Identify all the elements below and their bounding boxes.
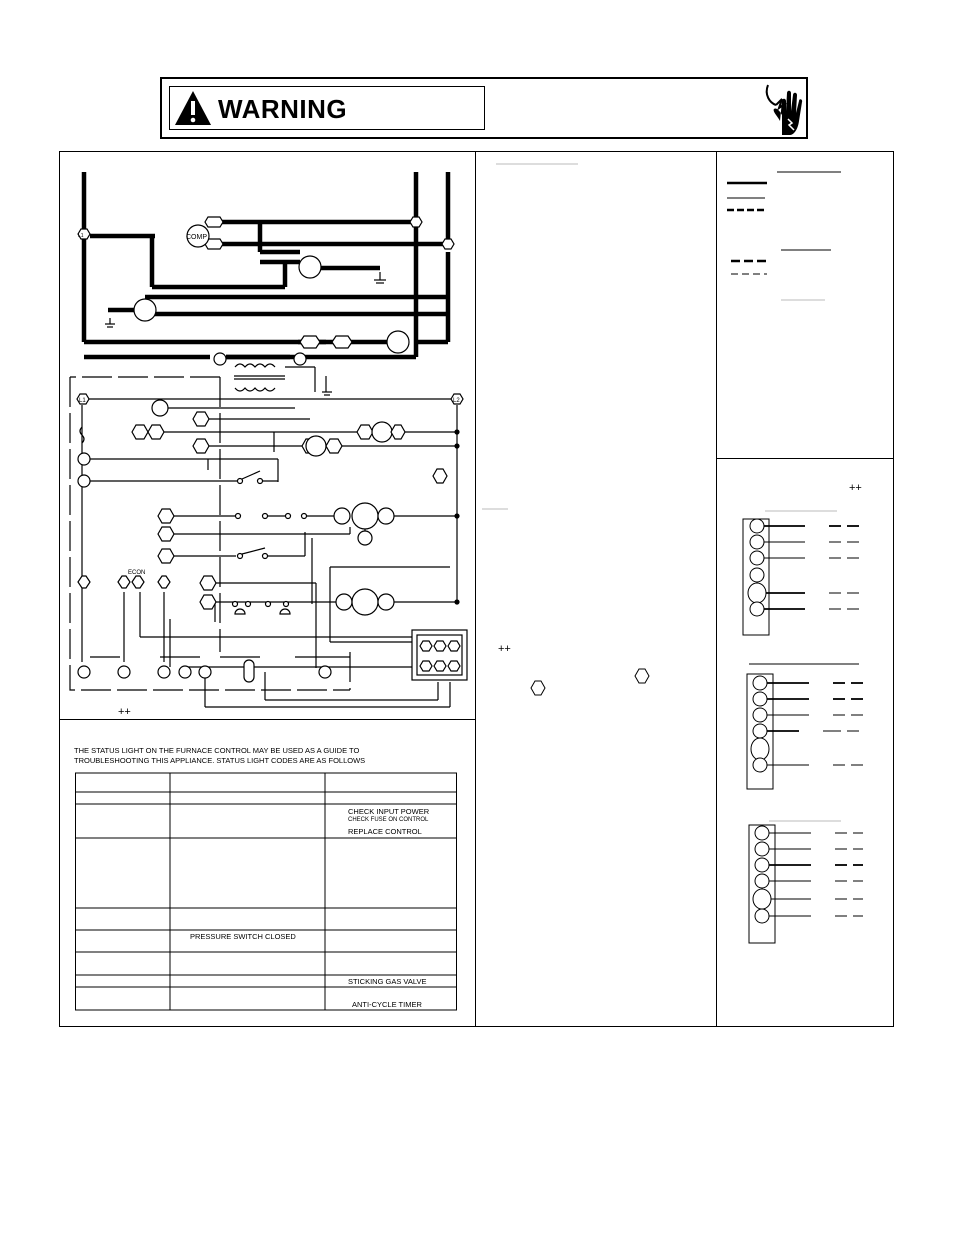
legend-panel bbox=[717, 152, 894, 458]
warning-label-box bbox=[169, 86, 485, 130]
status-intro-line-2: TROUBLESHOOTING THIS APPLIANCE. STATUS LIGHT CODES ARE AS FOLLOWS bbox=[74, 756, 366, 765]
wiring-schematic bbox=[60, 152, 475, 719]
warning-banner bbox=[160, 77, 808, 139]
notes-panel bbox=[476, 152, 716, 732]
l1-top-label: L1 bbox=[78, 233, 84, 239]
status-intro-line-1: THE STATUS LIGHT ON THE FURNACE CONTROL MAY BE USED AS A GUIDE TO bbox=[74, 746, 360, 755]
shock-hand-icon bbox=[762, 81, 806, 137]
warning-triangle-icon bbox=[174, 90, 212, 126]
double-plus-mark-2: ++ bbox=[498, 643, 511, 655]
cell-anti-cycle-timer: ANTI-CYCLE TIMER bbox=[352, 1000, 422, 1009]
cell-pressure-switch-closed: PRESSURE SWITCH CLOSED bbox=[190, 932, 296, 941]
comp-label: COMP bbox=[186, 234, 207, 241]
warning-title: WARNING bbox=[218, 94, 348, 124]
schematic-status-divider bbox=[59, 719, 475, 720]
econ-label: ECON bbox=[128, 570, 146, 576]
svg-text:L1: L1 bbox=[79, 398, 86, 404]
double-plus-mark-3: ++ bbox=[849, 482, 862, 494]
cell-replace-control: REPLACE CONTROL bbox=[348, 827, 422, 836]
cell-sticking-gas-valve: STICKING GAS VALVE bbox=[348, 977, 427, 986]
connector-pinouts bbox=[717, 459, 894, 1026]
cell-check-fuse: CHECK FUSE ON CONTROL bbox=[348, 817, 429, 823]
double-plus-mark-1: ++ bbox=[118, 706, 131, 718]
svg-text:L2: L2 bbox=[453, 398, 460, 404]
cell-check-input-power: CHECK INPUT POWER bbox=[348, 807, 430, 816]
